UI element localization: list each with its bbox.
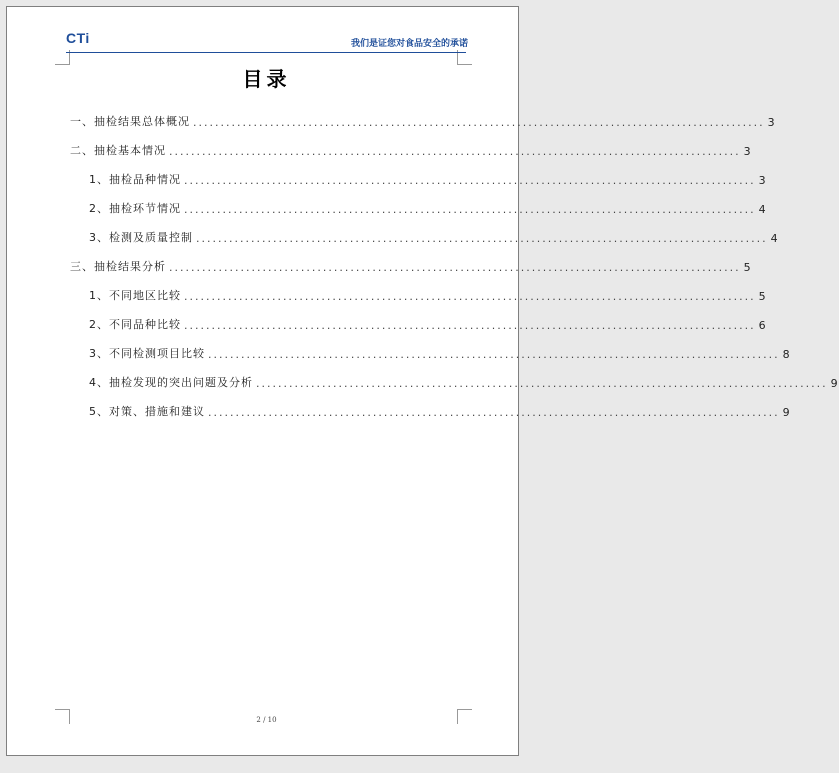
toc-title: 目录 — [242, 67, 291, 91]
toc-entry-page: 5 — [743, 261, 752, 274]
company-logo: CTi — [66, 30, 90, 46]
toc-leader-dots: ........................................................................................................ — [184, 290, 756, 303]
toc-entry-page: 3 — [758, 174, 767, 187]
toc-leader-dots: ........................................................................................................ — [208, 348, 780, 361]
toc-entry[interactable] — [70, 113, 776, 129]
toc-leader-dots: ........................................................................................................ — [208, 406, 780, 419]
toc-entry-label: 2、不同品种比较 — [89, 318, 181, 331]
page-number: 2 / 10 — [256, 716, 277, 724]
toc-entry[interactable] — [89, 316, 767, 332]
toc-entry-page: 8 — [782, 348, 791, 361]
toc-entry[interactable] — [89, 287, 767, 303]
toc-leader-dots: ........................................................................................................ — [184, 174, 756, 187]
toc-entry-label: 1、抽检品种情况 — [89, 173, 181, 186]
toc-entry-label: 2、抽检环节情况 — [89, 202, 181, 215]
toc-entry-label: 3、不同检测项目比较 — [89, 347, 205, 360]
toc-leader-dots: ........................................................................................................ — [196, 232, 768, 245]
toc-entry-label: 一、抽检结果总体概况 — [70, 115, 190, 128]
toc-entry-page: 3 — [743, 145, 752, 158]
toc-entry[interactable] — [89, 200, 767, 216]
toc-leader-dots: ........................................................................................................ — [184, 203, 756, 216]
toc-entry[interactable] — [89, 345, 791, 361]
header-rule — [66, 52, 466, 53]
toc-entry-page: 9 — [830, 377, 839, 390]
toc-entry[interactable] — [89, 171, 767, 187]
toc-entry[interactable] — [70, 142, 752, 158]
toc-entry-page: 4 — [770, 232, 779, 245]
toc-entry-page: 5 — [758, 290, 767, 303]
toc-leader-dots: ........................................................................................................ — [169, 145, 741, 158]
toc-entry-page: 9 — [782, 406, 791, 419]
toc-entry-label: 3、检测及质量控制 — [89, 231, 193, 244]
toc-leader-dots: ........................................................................................................ — [184, 319, 756, 332]
toc-entry-label: 三、抽检结果分析 — [70, 260, 166, 273]
toc-entry[interactable] — [89, 403, 791, 419]
toc-entry-page: 6 — [758, 319, 767, 332]
header-slogan: 我们是证您对食品安全的承诺 — [350, 39, 468, 49]
toc-entry[interactable] — [89, 229, 779, 245]
toc-entry-page: 4 — [758, 203, 767, 216]
toc-entry-label: 4、抽检发现的突出问题及分析 — [89, 376, 253, 389]
toc-entry-label: 二、抽检基本情况 — [70, 144, 166, 157]
toc-entry-label: 1、不同地区比较 — [89, 289, 181, 302]
toc-leader-dots: ........................................................................................................ — [169, 261, 741, 274]
toc-leader-dots: ........................................................................................................ — [256, 377, 828, 390]
toc-entry-label: 5、对策、措施和建议 — [89, 405, 205, 418]
toc-entry-page: 3 — [767, 116, 776, 129]
toc-leader-dots: ........................................................................................................ — [193, 116, 765, 129]
toc-entry[interactable] — [89, 374, 839, 390]
toc-entry[interactable] — [70, 258, 752, 274]
